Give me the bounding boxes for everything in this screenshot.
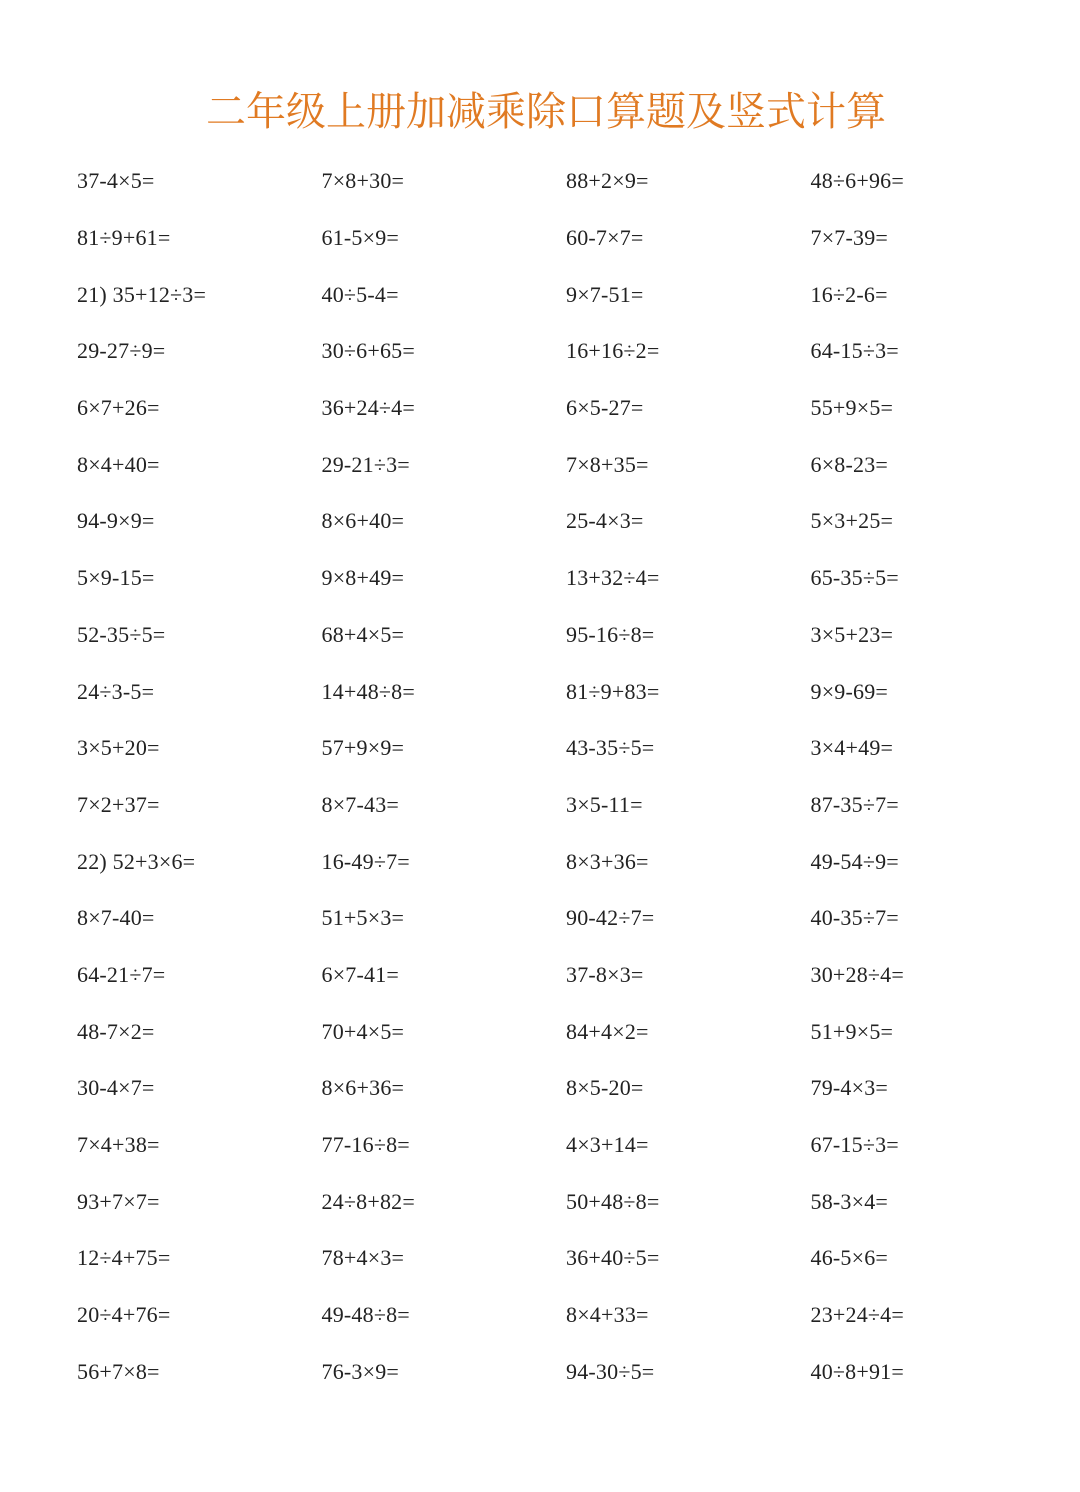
problem: 8×7-43= bbox=[321, 791, 400, 817]
worksheet-title: 二年级上册加减乘除口算题及竖式计算 bbox=[206, 89, 886, 135]
problem: 48-7×2= bbox=[77, 1018, 155, 1044]
problem: 55+9×5= bbox=[810, 395, 894, 421]
problem: 4×3+14= bbox=[566, 1132, 649, 1158]
problem: 13+32÷4= bbox=[566, 565, 660, 591]
problem: 6×5-27= bbox=[566, 395, 644, 421]
problem: 23+24÷4= bbox=[810, 1302, 904, 1328]
problem: 20÷4+76= bbox=[77, 1302, 171, 1328]
problem: 52-35÷5= bbox=[77, 621, 166, 647]
problem: 7×8+30= bbox=[321, 168, 405, 194]
problem: 76-3×9= bbox=[321, 1358, 400, 1384]
problem: 8×4+40= bbox=[77, 451, 160, 477]
problem: 65-35÷5= bbox=[810, 565, 899, 591]
problem: 49-54÷9= bbox=[810, 848, 899, 874]
problem: 78+4×3= bbox=[321, 1245, 405, 1271]
problem: 30-4×7= bbox=[77, 1075, 155, 1101]
problem: 68+4×5= bbox=[321, 621, 405, 647]
problem-row bbox=[77, 777, 1057, 834]
problem: 22) 52+3×6= bbox=[77, 848, 196, 874]
problem: 6×7-41= bbox=[321, 961, 400, 987]
problem: 7×7-39= bbox=[810, 225, 889, 251]
problem-row bbox=[77, 1003, 1057, 1060]
problem: 94-30÷5= bbox=[566, 1358, 655, 1384]
problem: 3×4+49= bbox=[810, 735, 894, 761]
problem: 64-15÷3= bbox=[810, 338, 899, 364]
problem-row bbox=[77, 1173, 1057, 1230]
problem: 3×5+20= bbox=[77, 735, 160, 761]
problem: 40-35÷7= bbox=[810, 905, 899, 931]
problem: 94-9×9= bbox=[77, 508, 155, 534]
problem: 43-35÷5= bbox=[566, 735, 655, 761]
problem: 40÷5-4= bbox=[321, 281, 399, 307]
problem-row bbox=[77, 436, 1057, 493]
problem: 79-4×3= bbox=[810, 1075, 889, 1101]
problem: 81÷9+83= bbox=[566, 678, 660, 704]
problem: 40÷8+91= bbox=[810, 1358, 904, 1384]
problem: 36+40÷5= bbox=[566, 1245, 660, 1271]
problem: 36+24÷4= bbox=[321, 395, 415, 421]
problem: 6×7+26= bbox=[77, 395, 160, 421]
problem-row bbox=[77, 323, 1057, 380]
problem: 70+4×5= bbox=[321, 1018, 405, 1044]
problem: 93+7×7= bbox=[77, 1188, 160, 1214]
problem-row bbox=[77, 550, 1057, 607]
problem-row bbox=[77, 210, 1057, 267]
problem: 57+9×9= bbox=[321, 735, 405, 761]
problem: 8×6+40= bbox=[321, 508, 405, 534]
problem: 81÷9+61= bbox=[77, 225, 171, 251]
problem: 37-4×5= bbox=[77, 168, 155, 194]
problem: 48÷6+96= bbox=[810, 168, 904, 194]
problem: 50+48÷8= bbox=[566, 1188, 660, 1214]
problem: 3×5-11= bbox=[566, 791, 643, 817]
problem-row bbox=[77, 890, 1057, 947]
problem: 8×3+36= bbox=[566, 848, 649, 874]
problem-row bbox=[77, 1343, 1057, 1400]
problem: 29-27÷9= bbox=[77, 338, 166, 364]
problem: 16+16÷2= bbox=[566, 338, 660, 364]
problem-row bbox=[77, 493, 1057, 550]
problem-row bbox=[77, 833, 1057, 890]
problem: 7×8+35= bbox=[566, 451, 649, 477]
problem: 29-21÷3= bbox=[321, 451, 410, 477]
problem: 16-49÷7= bbox=[321, 848, 410, 874]
problem: 77-16÷8= bbox=[321, 1132, 410, 1158]
problem: 3×5+23= bbox=[810, 621, 894, 647]
problem: 16÷2-6= bbox=[810, 281, 888, 307]
problem: 8×6+36= bbox=[321, 1075, 405, 1101]
problem: 58-3×4= bbox=[810, 1188, 889, 1214]
problem-row bbox=[77, 947, 1057, 1004]
problem: 30+28÷4= bbox=[810, 961, 904, 987]
problem-grid bbox=[77, 153, 1057, 1400]
problem-row bbox=[77, 663, 1057, 720]
problem: 14+48÷8= bbox=[321, 678, 415, 704]
problem: 21) 35+12÷3= bbox=[77, 281, 207, 307]
problem: 8×4+33= bbox=[566, 1302, 649, 1328]
problem: 9×7-51= bbox=[566, 281, 644, 307]
problem-row bbox=[77, 1060, 1057, 1117]
problem-row bbox=[77, 1287, 1057, 1344]
problem-row bbox=[77, 607, 1057, 664]
problem-row bbox=[77, 380, 1057, 437]
problem: 51+5×3= bbox=[321, 905, 405, 931]
problem: 88+2×9= bbox=[566, 168, 649, 194]
problem: 8×7-40= bbox=[77, 905, 155, 931]
problem: 67-15÷3= bbox=[810, 1132, 899, 1158]
problem-row bbox=[77, 720, 1057, 777]
problem: 49-48÷8= bbox=[321, 1302, 410, 1328]
problem: 84+4×2= bbox=[566, 1018, 649, 1044]
problem: 9×8+49= bbox=[321, 565, 405, 591]
problem: 5×3+25= bbox=[810, 508, 894, 534]
problem: 25-4×3= bbox=[566, 508, 644, 534]
problem: 61-5×9= bbox=[321, 225, 400, 251]
problem: 95-16÷8= bbox=[566, 621, 655, 647]
problem: 8×5-20= bbox=[566, 1075, 644, 1101]
problem: 7×4+38= bbox=[77, 1132, 160, 1158]
problem: 5×9-15= bbox=[77, 565, 155, 591]
problem-row bbox=[77, 153, 1057, 210]
problem: 9×9-69= bbox=[810, 678, 889, 704]
problem: 64-21÷7= bbox=[77, 961, 166, 987]
problem: 51+9×5= bbox=[810, 1018, 894, 1044]
problem-row bbox=[77, 1117, 1057, 1174]
problem: 46-5×6= bbox=[810, 1245, 889, 1271]
problem: 56+7×8= bbox=[77, 1358, 160, 1384]
problem: 87-35÷7= bbox=[810, 791, 899, 817]
problem: 30÷6+65= bbox=[321, 338, 415, 364]
problem: 12÷4+75= bbox=[77, 1245, 171, 1271]
problem-row bbox=[77, 266, 1057, 323]
problem: 7×2+37= bbox=[77, 791, 160, 817]
problem: 60-7×7= bbox=[566, 225, 644, 251]
problem: 37-8×3= bbox=[566, 961, 644, 987]
problem: 24÷8+82= bbox=[321, 1188, 415, 1214]
problem-row bbox=[77, 1230, 1057, 1287]
problem: 6×8-23= bbox=[810, 451, 889, 477]
problem: 24÷3-5= bbox=[77, 678, 155, 704]
problem: 90-42÷7= bbox=[566, 905, 655, 931]
